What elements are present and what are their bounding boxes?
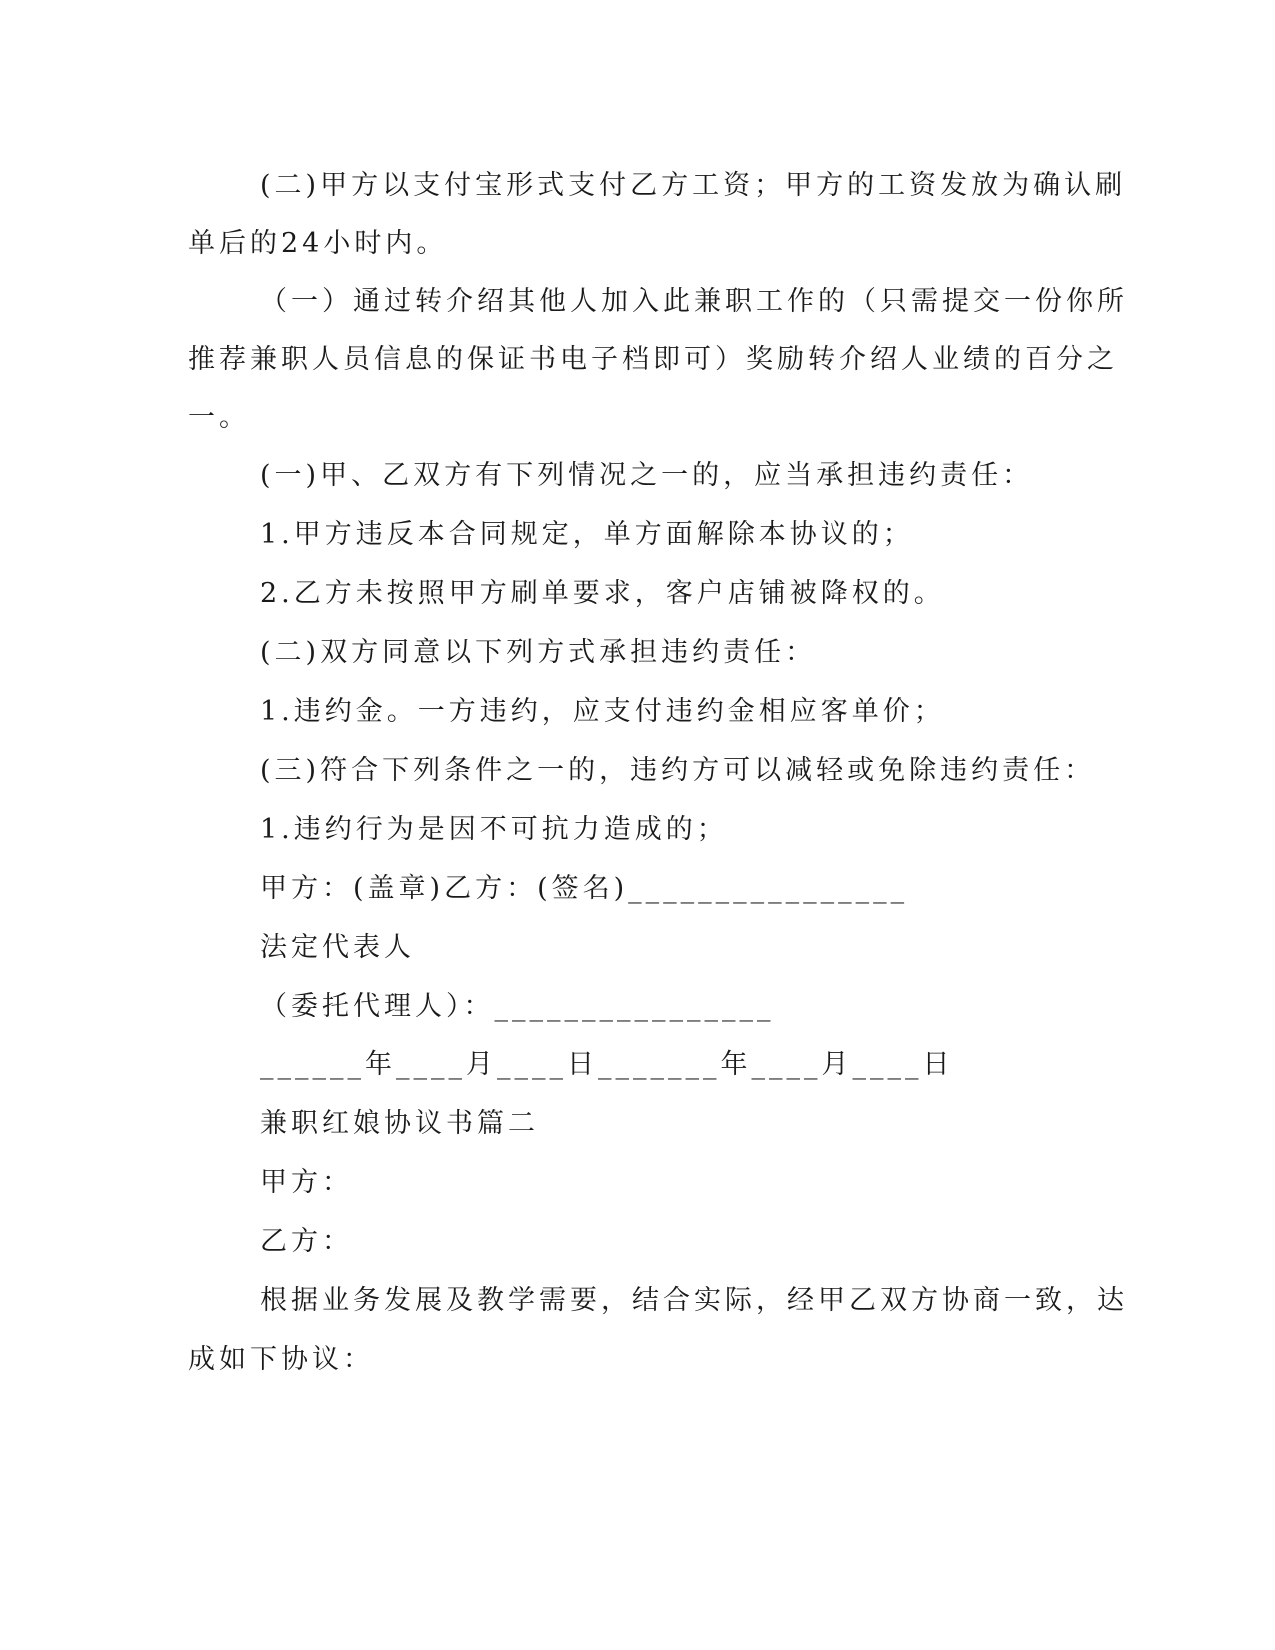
paragraph-line: 单后的24小时内。: [188, 228, 448, 259]
paragraph-line: (三)符合下列条件之一的，违约方可以减轻或免除违约责任：: [260, 755, 1096, 786]
paragraph-line: 1.甲方违反本合同规定，单方面解除本协议的；: [260, 519, 914, 550]
paragraph-line: 一。: [188, 402, 250, 433]
paragraph-line: (二)甲方以支付宝形式支付乙方工资；甲方的工资发放为确认刷: [260, 170, 1127, 201]
paragraph-line: 2.乙方未按照甲方刷单要求，客户店铺被降权的。: [260, 578, 945, 609]
paragraph-line: 1.违约行为是因不可抗力造成的；: [260, 814, 728, 845]
paragraph-line: 1.违约金。一方违约，应支付违约金相应客单价；: [260, 696, 945, 727]
paragraph-line: (一)甲、乙双方有下列情况之一的，应当承担违约责任：: [260, 460, 1034, 491]
section-heading: 兼职红娘协议书篇二: [260, 1108, 539, 1139]
paragraph-line: （一）通过转介绍其他人加入此兼职工作的（只需提交一份你所: [260, 286, 1128, 317]
paragraph-line: 成如下协议：: [188, 1344, 374, 1375]
paragraph-line: (二)双方同意以下列方式承担违约责任：: [260, 637, 817, 668]
paragraph-line: 根据业务发展及教学需要，结合实际，经甲乙双方协商一致，达: [260, 1285, 1128, 1316]
party-b-label: 乙方：: [260, 1226, 353, 1257]
paragraph-line: 推荐兼职人员信息的保证书电子档即可）奖励转介绍人业绩的百分之: [188, 344, 1118, 375]
agent-signature-line: （委托代理人）：________________: [260, 991, 775, 1022]
date-line: ______年____月____日_______年____月____日: [260, 1049, 954, 1080]
paragraph-line: 法定代表人: [260, 932, 415, 963]
signature-line: 甲方：(盖章)乙方：(签名)________________: [260, 873, 909, 904]
party-a-label: 甲方：: [260, 1167, 353, 1198]
